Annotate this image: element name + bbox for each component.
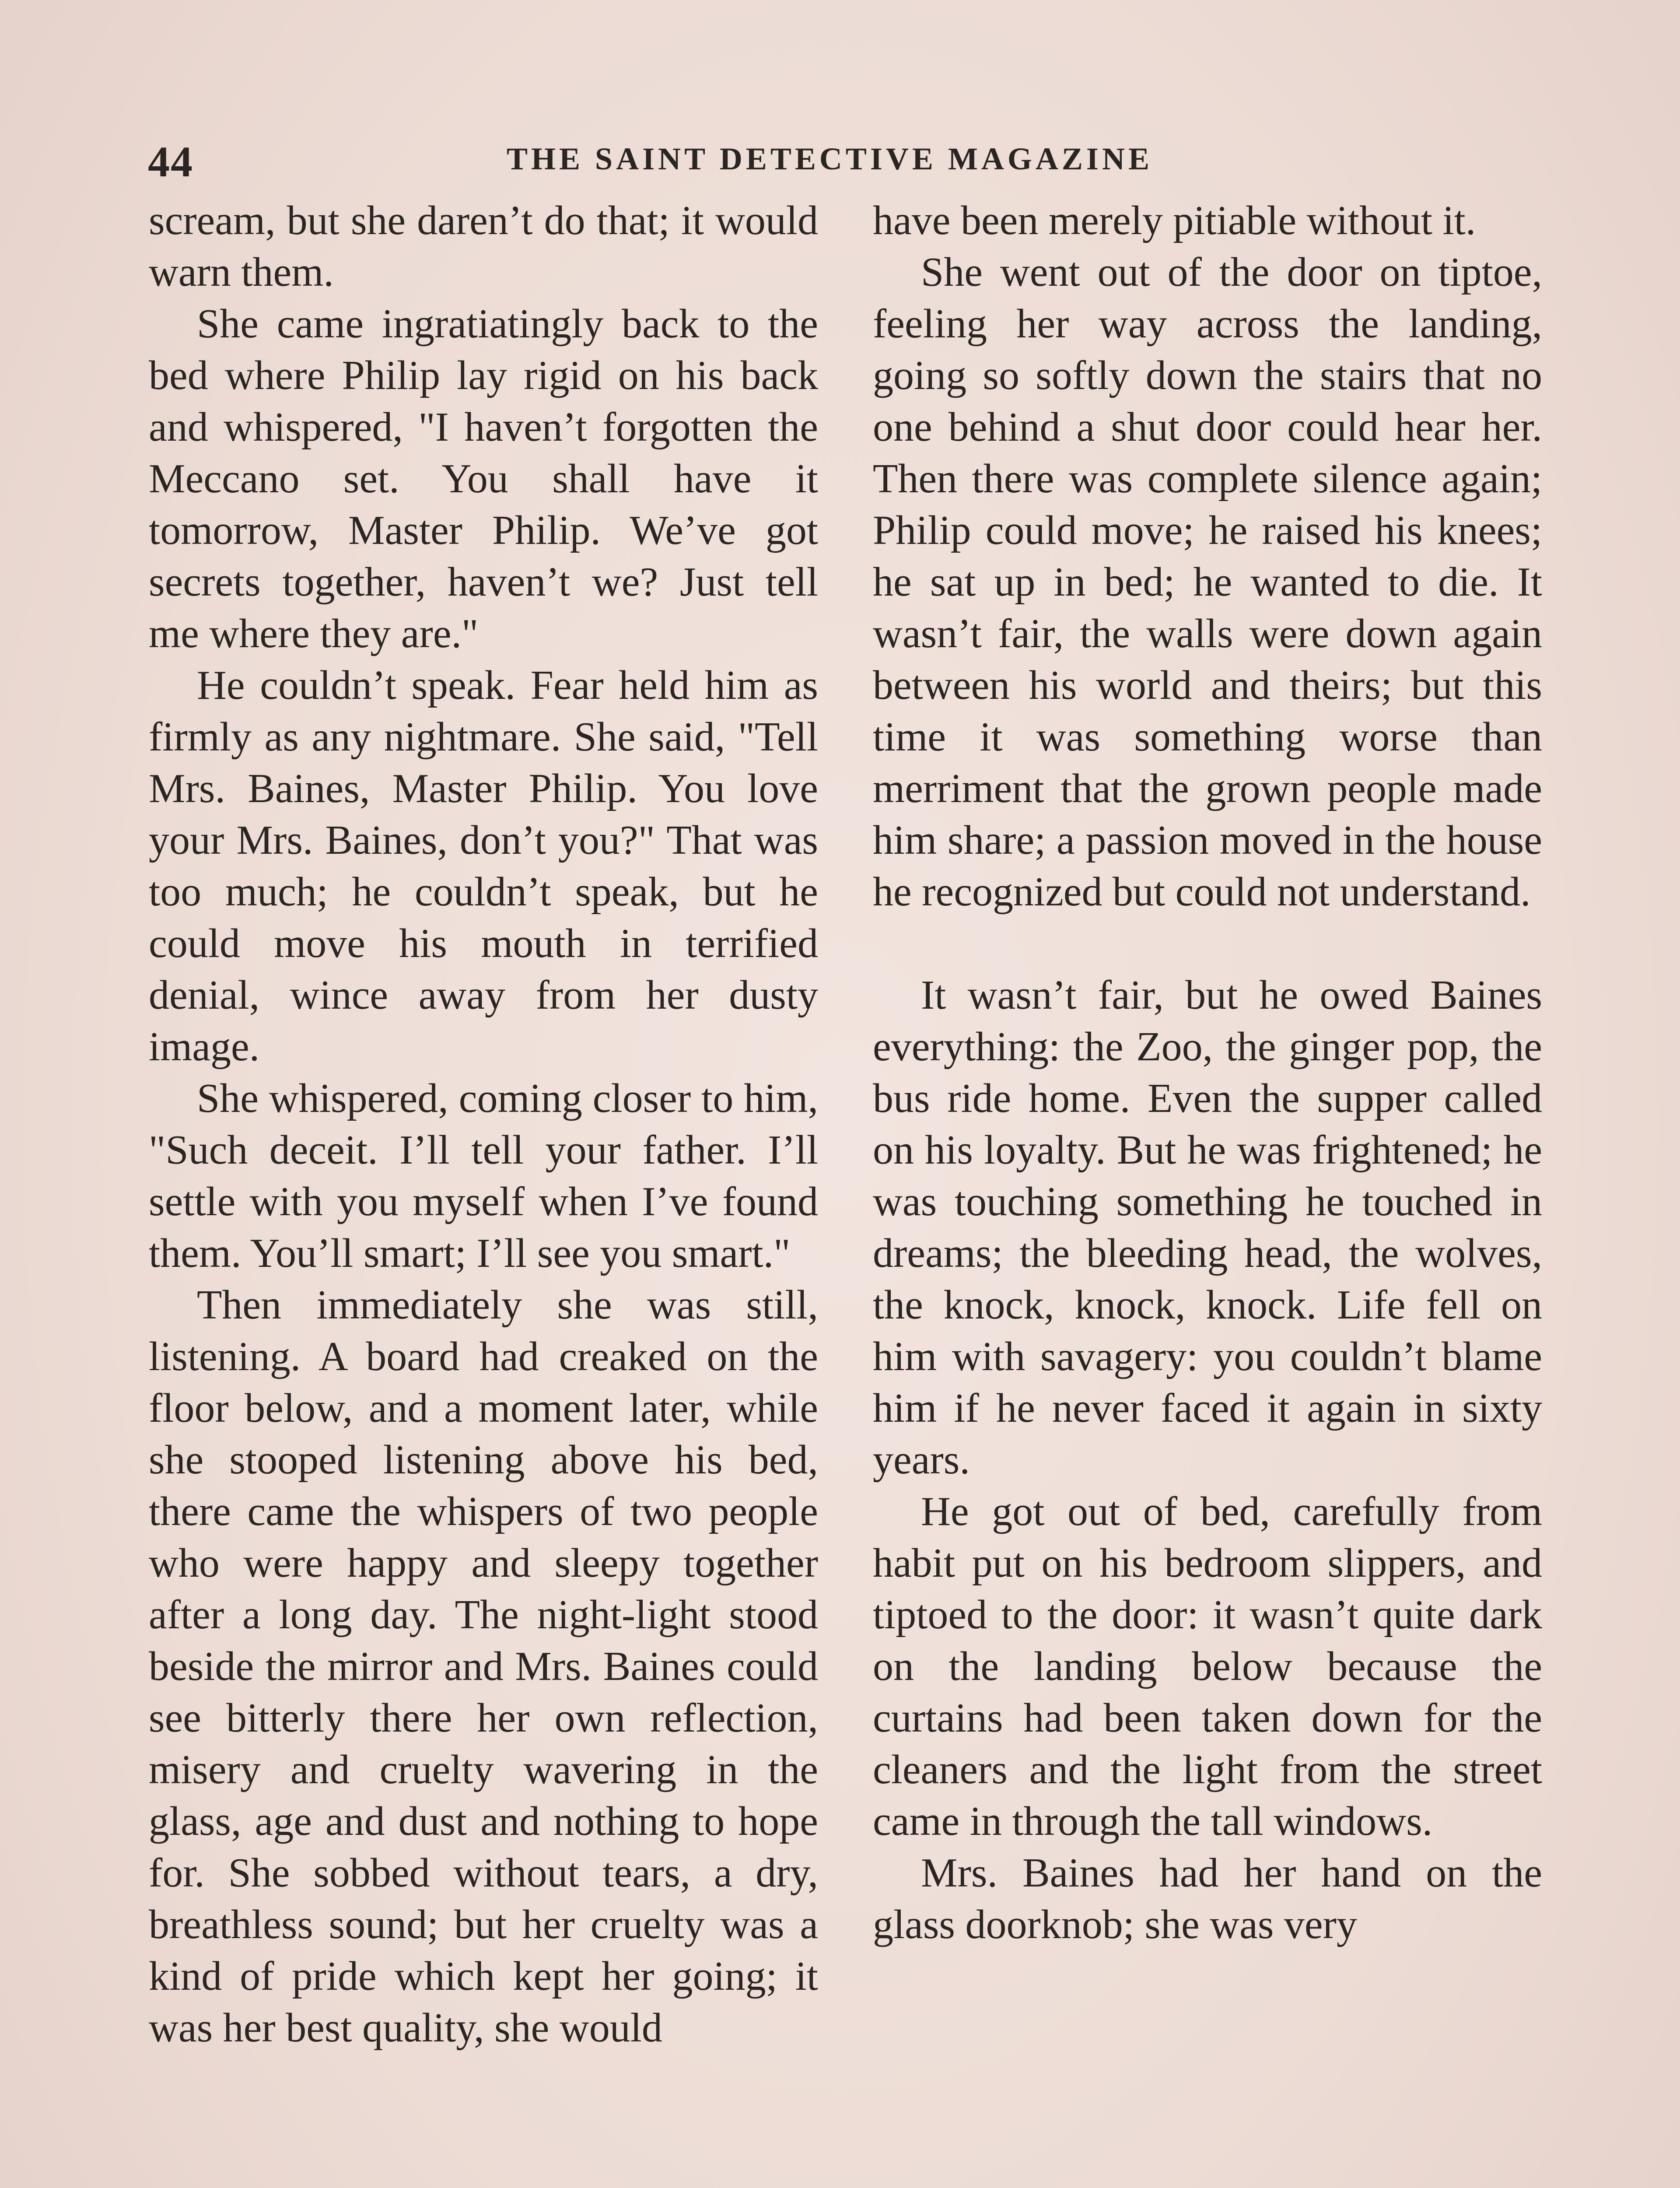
page-number: 44: [148, 137, 193, 186]
paragraph: She whispered, coming closer to him, "Such deceit. I’ll tell your father. I’ll settle with you myself when I’ve found them. You’ll smart; I’ll see you smart.": [149, 1076, 818, 1276]
paragraph: It wasn’t fair, but he owed Baines everything: the Zoo, the ginger pop, the bus ride home. Even the supper called on his loyalty. But he was frightened; he was touching something he touched in dreams; the bleeding head, the wolves, the knock, knock, knock. Life fell on him with savagery: you couldn’t blame him if he never faced it again in sixty years.: [873, 972, 1542, 1483]
running-title: THE SAINT DETECTIVE MAGAZINE: [507, 141, 1153, 176]
right-column: [873, 195, 1542, 1950]
paragraph: He got out of bed, carefully from habit put on his bedroom slippers, and tiptoed to the door: it wasn’t quite dark on the landing below because the curtains had been taken down for the cleaners and the light from the street came in through the tall windows.: [873, 1489, 1542, 1844]
paragraph: have been merely pitiable without it.: [873, 198, 1476, 243]
paragraph: He couldn’t speak. Fear held him as firmly as any nightmare. She said, "Tell Mrs. Baines, Master Philip. You love your Mrs. Baines, don’t you?" That was too much; he couldn’t speak, but he could move his mouth in terrified denial, wince away from her dusty image.: [149, 663, 818, 1069]
left-column: [149, 195, 818, 2054]
page-header: [148, 128, 1592, 189]
paragraph: She went out of the door on tiptoe, feeling her way across the landing, going so softly down the stairs that no one behind a shut door could hear her. Then there was complete silence again; Philip could move; he raised his knees; he sat up in bed; he wanted to die. It wasn’t fair, the walls were down again between his world and theirs; but this time it was something worse than merriment that the grown people made him share; a passion moved in the house he recognized but could not understand.: [873, 249, 1542, 915]
paragraph: Then immediately she was still, listening. A board had creaked on the floor below, and a moment later, while she stooped listening above his bed, there came the whispers of two people who were happy and sleepy together after a long day. The night-light stood beside the mirror and Mrs. Baines could see bitterly there her own reflection, misery and cruelty wavering in the glass, age and dust and nothing to hope for. She sobbed without tears, a dry, breathless sound; but her cruelty was a kind of pride which kept her going; it was her best quality, she would: [149, 1282, 818, 2051]
paragraph: She came ingratiatingly back to the bed where Philip lay rigid on his back and whispered, "I haven’t forgotten the Meccano set. You shall have it tomorrow, Master Philip. We’ve got secrets together, haven’t we? Just tell me where they are.": [149, 301, 818, 656]
paragraph: Mrs. Baines had her hand on the glass doorknob; she was very: [873, 1850, 1542, 1947]
paragraph: scream, but she daren’t do that; it would warn them.: [149, 198, 818, 295]
